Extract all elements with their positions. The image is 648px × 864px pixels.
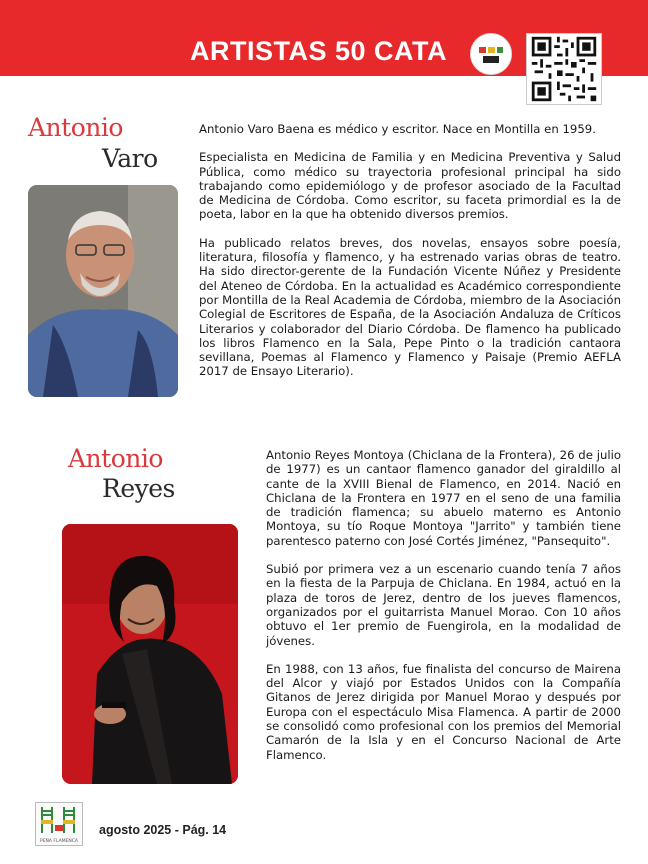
footer-logo-label: PEÑA FLAMENCA	[39, 839, 79, 844]
logo-block-yellow	[488, 47, 495, 53]
bio-paragraph: En 1988, con 13 años, fue finalista del concurso de Mairena del Alcor y viajó por Estados Unidos con la Compañía Gitanos de Jerez dirigida por Manuel Morao y después por Europa con el espectáculo Misa Flamenca. A partir de 2000 se consolidó como profesional con los premios del Memorial Camarón de la Isla y en el Concurso Nacional de Arte Flamenco.	[266, 661, 621, 762]
pena-flamenca-logo-icon	[35, 802, 83, 846]
bio-paragraph: Subió por primera vez a un escenario cuando tenía 7 años en la fiesta de la Parpuja de Chiclana. En 1984, actuó en la plaza de toros de Jerez, dentro de los jueves flamencos, organizados por el guitarrista Manuel Morao. Con 10 años obtuvo el 1er premio de Fuengirola, en la modalidad de jóvenes.	[266, 562, 621, 648]
page-title: ARTISTAS 50 CATA	[190, 36, 448, 66]
artist-photo-reyes	[62, 524, 238, 784]
artist-last-name: Reyes	[102, 474, 175, 503]
page-number: agosto 2025 - Pág. 14	[99, 823, 227, 837]
artist-photo-varo	[28, 185, 178, 397]
chair-icon	[36, 803, 82, 837]
bio-paragraph: Antonio Varo Baena es médico y escritor. Nace en Montilla en 1959.	[199, 122, 596, 136]
artist-bio-varo	[199, 122, 621, 393]
artist-first-name: Antonio	[68, 444, 163, 473]
bio-paragraph: Especialista en Medicina de Familia y en Medicina Preventiva y Salud Pública, como médico su trayectoria profesional principal ha sido trabajando como epidemiólogo y de profesor asociado de la Facultad de Medicina de Córdoba. Como escritor, su faceta primordial es la de poeta, labor en la que ha obtenido diversos premios.	[199, 150, 621, 222]
bio-paragraph: Antonio Reyes Montoya (Chiclana de la Frontera), 26 de julio de 1977) es un cantaor flamenco ganador del giraldillo al cante de la XVIII Bienal de Flamenco, en 2014. Nació en Chiclana de la Frontera en 1977 en el seno de una familia de tradición flamenca; su abuelo materno es Antonio Montoya, su tío Roque Montoya "Jarrito" y también tiene parentesco paterno con José Cortés Jiménez, "Pansequito".	[266, 448, 621, 548]
bio-paragraph: Ha publicado relatos breves, dos novelas, ensayos sobre poesía, literatura, filosofía y flamenco, y ha estrenado varias obras de teatro. Ha sido director-gerente de la Fundación Vicente Núñez y Presidente del Ateneo de Córdoba. En la actualidad es Académico correspondiente por Montilla de la Real Academia de Córdoba, miembro de la Asociación Colegial de Escritores de España, de la Asociación Andaluza de Críticos Literarios y colaborador del Diario Córdoba. De flamenco ha publicado los libros Flamenco en la Sala, Pepe Pinto o la tradición cantaora sevillana, Poemas al Flamenco y Flamenco y Paisaje (Premio AEFLA 2017 de Ensayo Literario).	[199, 235, 621, 379]
logo-block-green	[497, 47, 503, 53]
portrait-photo-icon	[62, 524, 238, 784]
artist-first-name: Antonio	[28, 113, 123, 142]
artist-bio-reyes	[266, 448, 621, 776]
qr-code-icon[interactable]	[526, 33, 602, 105]
portrait-photo-icon	[28, 185, 178, 397]
logo-block-black	[483, 56, 499, 63]
artist-last-name: Varo	[102, 144, 158, 173]
cata-logo-icon	[470, 33, 512, 75]
logo-block-red	[479, 47, 486, 53]
